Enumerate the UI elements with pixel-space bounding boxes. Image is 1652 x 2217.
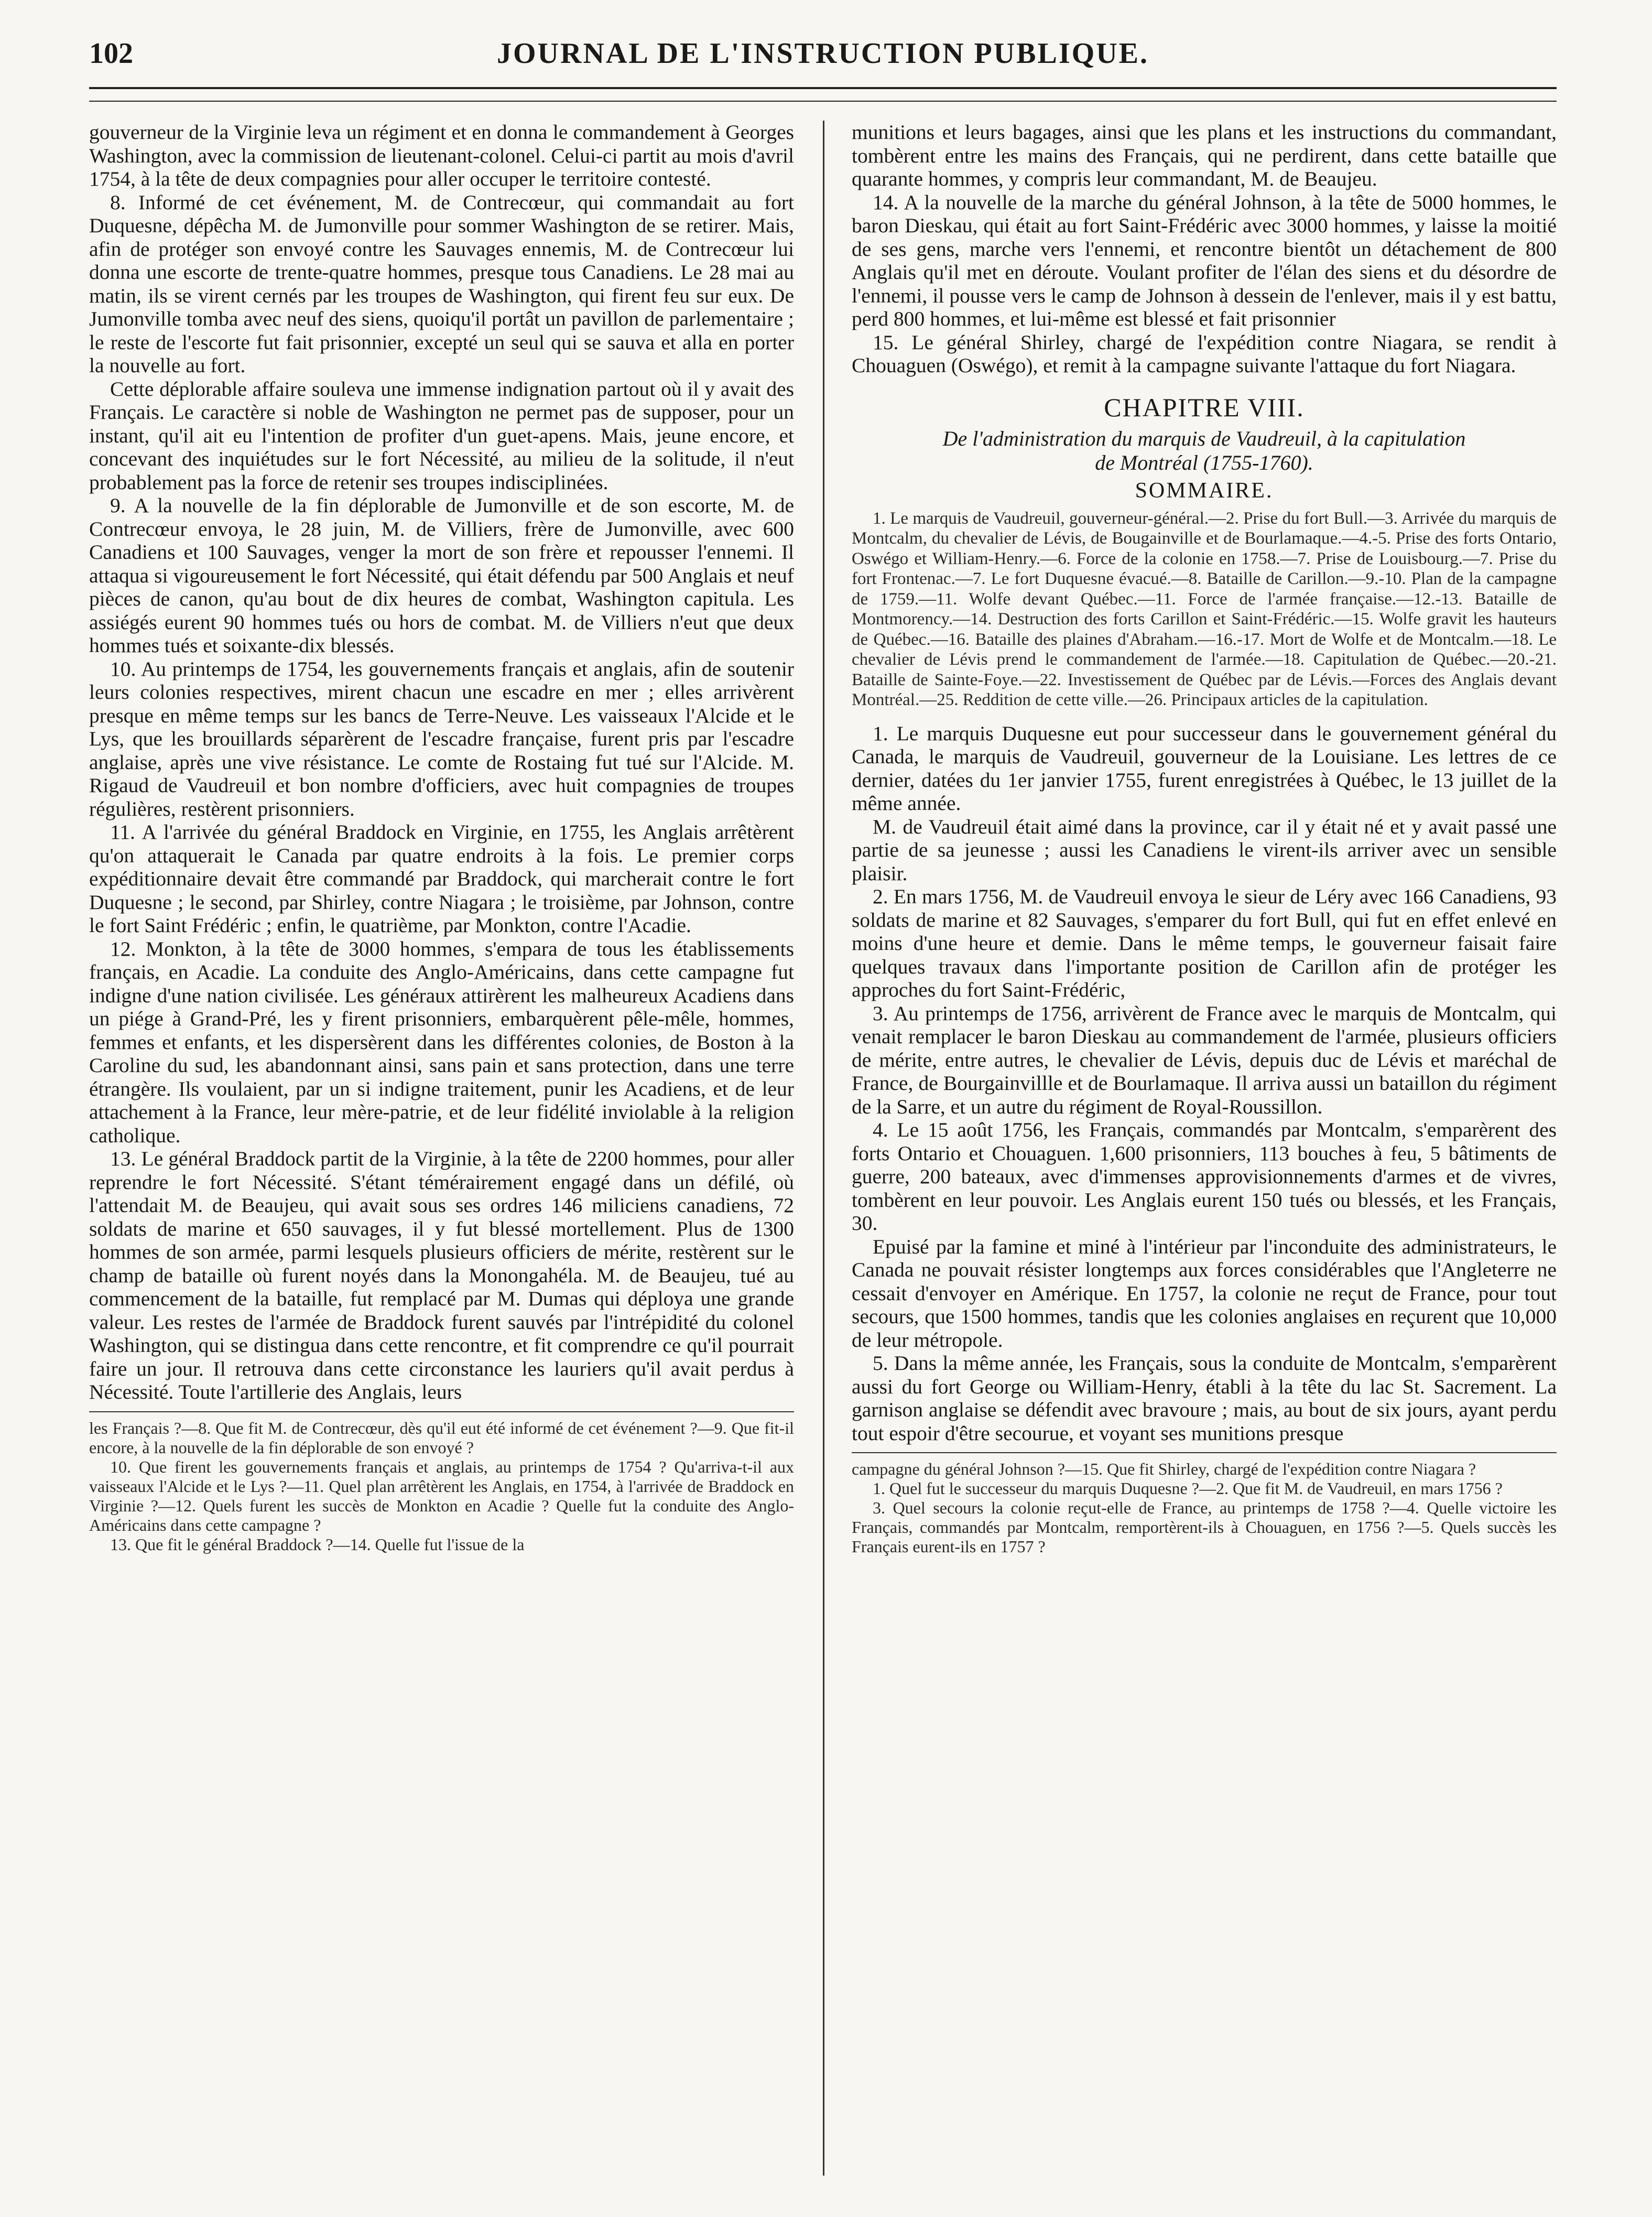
paragraph: 12. Monkton, à la tête de 3000 hommes, s'empara de tous les établissements français, en Acadie. La conduite des Anglo-Américains, dans cette campagne fut indigne d'une nation civilisée. Les généraux attirèrent les malheureux Acadiens dans un piége à Grand-Pré, les y firent prisonniers, embarquèrent pêle-mêle, hommes, femmes et enfants, et les dispersèrent dans les différentes colonies, de Boston à la Caroline du sud, les abandonnant ainsi, sans pain et sans protection, dans une terre étrangère. Ils voulaient, par un si indigne traitement, punir les Acadiens, et de leur attachement à la France, leur mère-patrie, et de leur fidélité inviolable à la religion catholique. [89, 937, 794, 1147]
paragraph: 11. A l'arrivée du général Braddock en Virginie, en 1755, les Anglais arrêtèrent qu'on attaquerait le Canada par quatre endroits à la fois. Le premier corps expéditionnaire devait être commandé par Braddock, qui marcherait contre le fort Duquesne ; le second, par Shirley, contre Niagara ; le troisième, par Johnson, contre le fort Saint Frédéric ; enfin, le quatrième, par Monkton, contre l'Acadie. [89, 820, 794, 937]
questions-divider [89, 1411, 794, 1412]
paragraph: Cette déplorable affaire souleva une immense indignation partout où il y avait des Français. Le caractère si noble de Washington ne permet pas de supposer, pour un instant, qu'il ait eu l'intention de profiter d'un guet-apens. Mais, jeune encore, et concevant des inquiétudes sur le fort Nécessité, au milieu de la solitude, il n'eut probablement pas la force de retenir ses troupes indisciplinées. [89, 377, 794, 494]
question-block: 10. Que firent les gouvernements français et anglais, au printemps de 1754 ? Qu'arriva-t-il aux vaisseaux l'Alcide et le Lys ?—11. Quel plan arrêtèrent les Anglais, en 1754, à l'arrivée de Braddock en Virginie ?—12. Quels furent les succès de Monkton en Acadie ? Quelle fut la conduite des Anglo-Américains dans cette campagne ? [89, 1457, 794, 1534]
paragraph: 15. Le général Shirley, chargé de l'expédition contre Niagara, se rendit à Chouaguen (Oswégo), et remit à la campagne suivante l'attaque du fort Niagara. [852, 330, 1557, 377]
sommaire-text [852, 509, 1557, 710]
left-column [89, 121, 794, 2176]
header-rule [89, 87, 1557, 102]
paragraph: 1. Le marquis Duquesne eut pour successeur dans le gouvernement général du Canada, le marquis de Vaudreuil, gouverneur de la Louisiane. Les lettres de ce dernier, datées du 1er janvier 1755, furent enregistrées à Québec, le 13 juillet de la même année. [852, 721, 1557, 815]
sommaire-heading: SOMMAIRE. [1135, 478, 1274, 503]
column-divider [823, 121, 824, 2176]
paragraph: 10. Au printemps de 1754, les gouvernements français et anglais, afin de soutenir leurs colonies respectives, mirent chacun une escadre en mer ; elles arrivèrent presque en même temps sur les bancs de Terre-Neuve. Les vaisseaux l'Alcide et le Lys, que les brouillards séparèrent de l'escadre française, furent pris par l'escadre anglaise, après une vive résistance. Le comte de Rostaing fut tué sur l'Alcide. M. Rigaud de Vaudreuil et bon nombre d'officiers, avec huit compagnies de troupes régulières, restèrent prisonniers. [89, 657, 794, 820]
paragraph: 14. A la nouvelle de la marche du général Johnson, à la tête de 5000 hommes, le baron Dieskau, qui était au fort Saint-Frédéric avec 3000 hommes, y laisse la moitié de ses gens, marche vers l'ennemi, et rencontre bientôt un détachement de 800 Anglais qu'il met en déroute. Voulant profiter de l'élan des siens et du désordre de l'ennemi, il pousse vers le camp de Johnson à dessein de l'enlever, mais il y est battu, perd 800 hommes, et lui-même est blessé et fait prisonnier [852, 190, 1557, 330]
right-column [852, 121, 1557, 2176]
question-block: 1. Quel fut le successeur du marquis Duquesne ?—2. Que fit M. de Vaudreuil, en mars 1756 ? [873, 1479, 1503, 1498]
paragraph: 8. Informé de cet événement, M. de Contrecœur, qui commandait au fort Duquesne, dépêcha M. de Jumonville pour sommer Washington de se retirer. Mais, afin de protéger son envoyé contre les Sauvages ennemis, M. de Contrecœur lui donna une escorte de trente-quatre hommes, presque tous Canadiens. Le 28 mai au matin, ils se virent cernés par les troupes de Washington, qui firent feu sur eux. De Jumonville tomba avec neuf des siens, quoiqu'il portât un pavillon de parlementaire ; le reste de l'escorte fut fait prisonnier, excepté un seul qui se sauva et alla en porter la nouvelle au fort. [89, 190, 794, 377]
paragraph: 9. A la nouvelle de la fin déplorable de Jumonville et de son escorte, M. de Contrecœur envoya, le 28 juin, M. de Villiers, frère de Jumonville, avec 600 Canadiens et 100 Sauvages, venger la mort de son frère et repousser l'ennemi. Il attaqua si vigoureusement le fort Nécessité, qui était défendu par 500 Anglais et neuf pièces de canon, qu'au bout de dix heures de combat, Washington capitula. Les assiégés eurent 90 hommes tués ou hors de combat. M. de Villiers n'eut que deux hommes tués et soixante-dix blessés. [89, 494, 794, 657]
question-block: 3. Quel secours la colonie reçut-elle de France, au printemps de 1758 ?—4. Quelle victoire les Français, commandés par Montcalm, remportèrent-ils à Chouaguen, en 1756 ?—5. Quels succès les Français eurent-ils en 1757 ? [852, 1498, 1557, 1556]
left-questions [89, 1419, 794, 1554]
sommaire-paragraph: 1. Le marquis de Vaudreuil, gouverneur-général.—2. Prise du fort Bull.—3. Arrivée du marquis de Montcalm, du chevalier de Lévis, de Bougainville et de Bourlamaque.—4.-5. Prise des forts Ontario, Oswégo et William-Henry.—6. Force de la colonie en 1758.—7. Prise de Louisbourg.—7. Prise du fort Frontenac.—7. Le fort Duquesne évacué.—8. Bataille de Carillon.—9.-10. Plan de la campagne de 1759.—11. Wolfe devant Québec.—11. Force de l'armée française.—12.-13. Bataille de Montmorency.—14. Destruction des forts Carillon et Saint-Frédéric.—15. Wolfe gravit les hauteurs de Québec.—16. Bataille des plaines d'Abraham.—16.-17. Mort de Wolfe et de Montcalm.—18. Le chevalier de Lévis prend le commandement de l'armée.—18. Capitulation de Québec.—20.-21. Bataille de Sainte-Foye.—22. Investissement de Québec par de Lévis.—Forces des Anglais devant Montréal.—25. Reddition de cette ville.—26. Principaux articles de la capitulation. [852, 509, 1557, 709]
page-number: 102 [89, 37, 133, 70]
journal-page [89, 37, 1557, 2197]
chapter-subtitle [852, 427, 1557, 475]
question-block: 13. Que fit le général Braddock ?—14. Quelle fut l'issue de la [110, 1534, 525, 1554]
paragraph: 2. En mars 1756, M. de Vaudreuil envoya le sieur de Léry avec 166 Canadiens, 93 soldats de marine et 82 Sauvages, s'emparer du fort Bull, qui fut en effet enlevé en moins d'une heure et demie. Dans le même temps, le gouverneur faisait faire quelques travaux dans l'importante position de Carillon afin de protéger les approches du fort Saint-Frédéric, [852, 885, 1557, 1001]
page-header [89, 37, 1557, 84]
chapter-heading: CHAPITRE VIII. [1104, 392, 1305, 422]
chapter-subtitle-line: de Montréal (1755-1760). [1095, 450, 1313, 474]
question-block: campagne du général Johnson ?—15. Que fit Shirley, chargé de l'expédition contre Niagara ? [852, 1459, 1476, 1478]
right-body-text-top [852, 121, 1557, 377]
paragraph: gouverneur de la Virginie leva un régiment et en donna le commandement à Georges Washington, avec la commission de lieutenant-colonel. Celui-ci partit au mois d'avril 1754, à la tête de deux compagnies pour aller occuper le territoire contesté. [89, 121, 794, 190]
questions-divider [852, 1452, 1557, 1453]
paragraph: 4. Le 15 août 1756, les Français, commandés par Montcalm, s'emparèrent des forts Ontario et Chouaguen. 1,600 prisonniers, 113 bouches à feu, 5 bâtiments de guerre, 200 bateaux, avec d'immenses approvisionnements d'armes et de vivres, tombèrent en leur pouvoir. Les Anglais eurent 150 tués ou blessés, et les Français, 30. [852, 1118, 1557, 1235]
paragraph: 5. Dans la même année, les Français, sous la conduite de Montcalm, s'emparèrent aussi du fort George ou William-Henry, établi à la tête du lac St. Sacrement. La garnison anglaise se défendit avec bravoure ; mais, au bout de six jours, ayant perdu tout espoir d'être secourue, et voyant ses munitions presque [852, 1351, 1557, 1445]
paragraph: munitions et leurs bagages, ainsi que les plans et les instructions du commandant, tombèrent entre les mains des Français, qui ne perdirent, dans cette bataille que quarante hommes, y compris leur commandant, M. de Beaujeu. [852, 121, 1557, 190]
right-questions [852, 1459, 1557, 1556]
two-column-layout [89, 121, 1557, 2176]
right-body-text-bottom [852, 722, 1557, 1445]
journal-title: JOURNAL DE L'INSTRUCTION PUBLIQUE. [497, 37, 1149, 70]
left-body-text [89, 121, 794, 1404]
paragraph: Epuisé par la famine et miné à l'intérieur par l'inconduite des administrateurs, le Canada ne pouvait résister longtemps aux forces considérables que l'Angleterre ne cessait d'envoyer en Amérique. En 1757, la colonie ne reçut de France, pour tout secours, que 1500 hommes, tandis que les colonies anglaises en reçurent que 10,000 de leur métropole. [852, 1235, 1557, 1351]
paragraph: 3. Au printemps de 1756, arrivèrent de France avec le marquis de Montcalm, qui venait remplacer le baron Dieskau au commandement de l'armée, plusieurs officiers de mérite, entre autres, le chevalier de Lévis, depuis duc de Lévis et maréchal de France, de Bourgainvillle et de Bourlamaque. Il arriva aussi un bataillon du régiment de la Sarre, et un autre du régiment de Royal-Roussillon. [852, 1001, 1557, 1118]
paragraph: M. de Vaudreuil était aimé dans la province, car il y était né et y avait passé une partie de sa jeunesse ; aussi les Canadiens le virent-ils arriver avec un sensible plaisir. [852, 815, 1557, 885]
chapter-subtitle-line: De l'administration du marquis de Vaudreuil, à la capitulation [942, 426, 1466, 450]
question-block: les Français ?—8. Que fit M. de Contrecœur, dès qu'il eut été informé de cet événement ?—9. Que fit-il encore, à la nouvelle de la fin déplorable de son envoyé ? [89, 1418, 794, 1457]
paragraph: 13. Le général Braddock partit de la Virginie, à la tête de 2200 hommes, pour aller reprendre le fort Nécessité. S'étant témérairement engagé dans un défilé, où l'attendait M. de Beaujeu, qui avait sous ses ordres 146 miliciens canadiens, 72 soldats de marine et 650 sauvages, il y fut blessé mortellement. Plus de 1300 hommes de son armée, parmi lesquels plusieurs officiers de mérite, restèrent sur le champ de bataille où furent noyés dans la Monongahéla. M. de Beaujeu, tué au commencement de la bataille, fut remplacé par M. Dumas qui déploya une grande valeur. Les restes de l'armée de Braddock furent sauvés par l'intrépidité du colonel Washington, qui se distingua dans cette rencontre, et fit comprendre ce qu'il pourrait faire un jour. Il retrouva dans cette circonstance les lauriers qu'il avait perdus à Nécessité. Toute l'artillerie des Anglais, leurs [89, 1147, 794, 1403]
